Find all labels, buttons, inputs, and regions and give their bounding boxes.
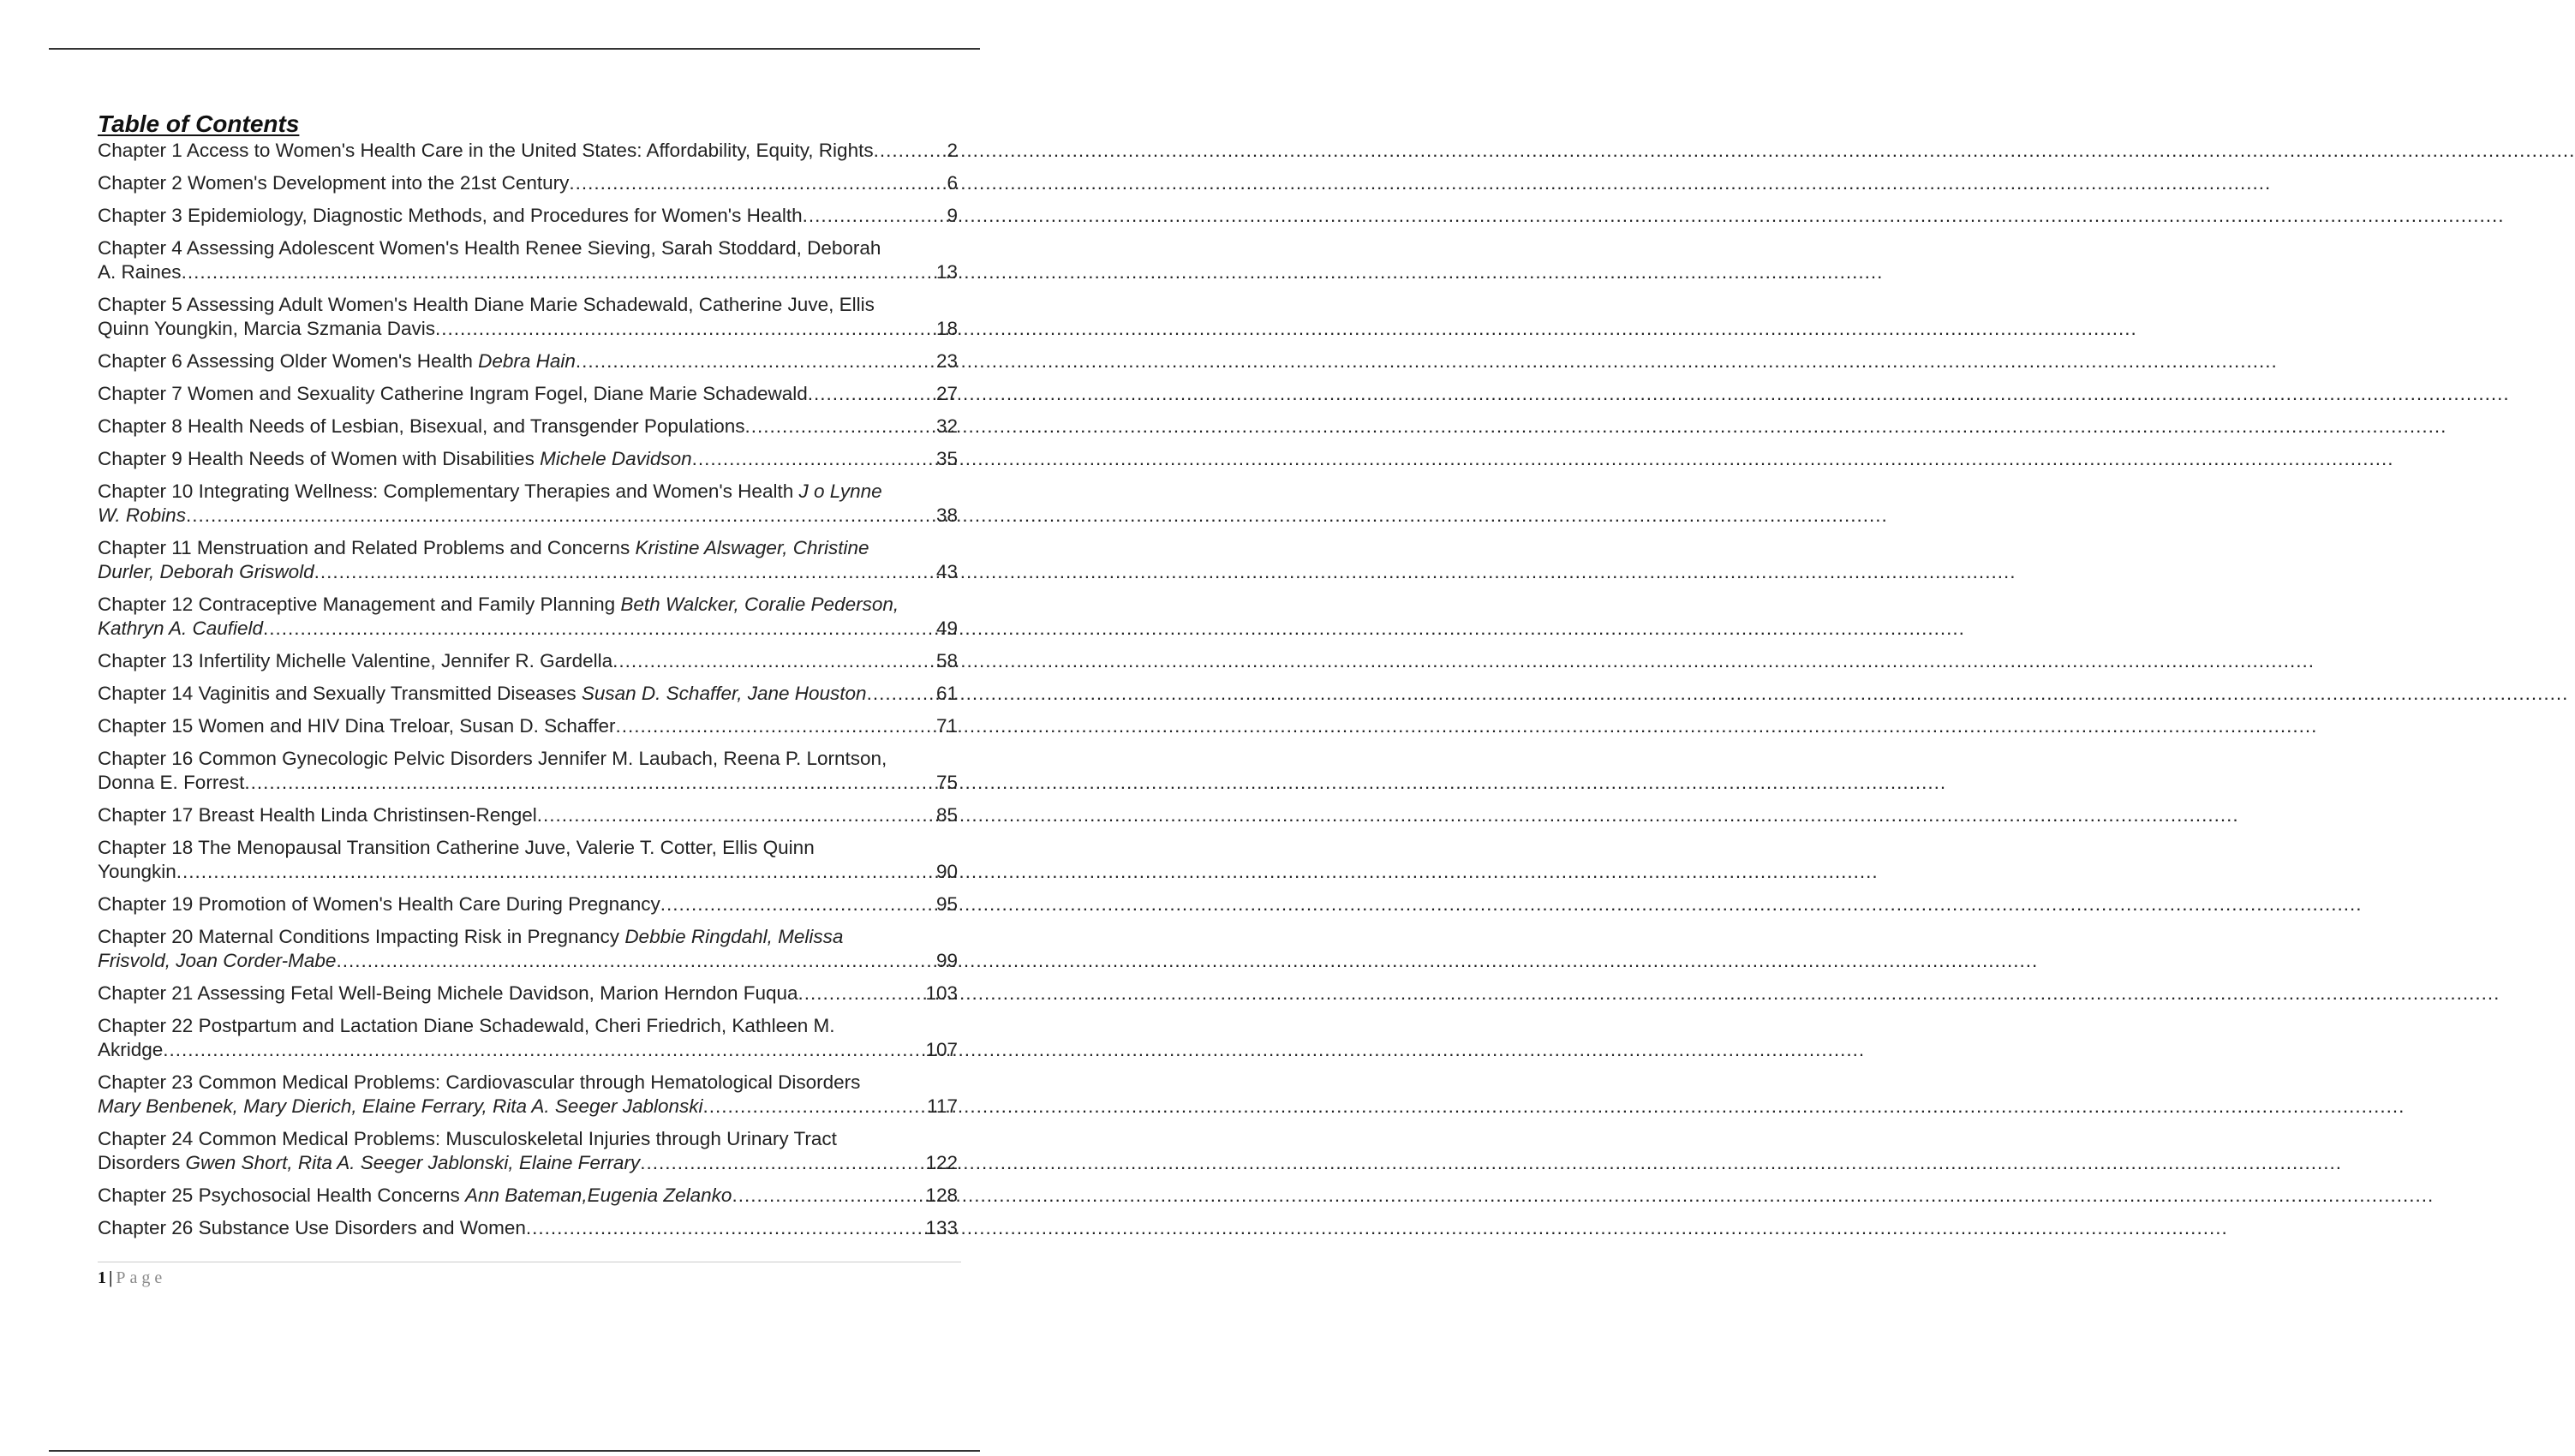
toc-entry-text: [98, 139, 874, 163]
chapter-authors: Beth Walcker, Coralie Pederson,: [620, 594, 899, 615]
dot-leader: [537, 803, 936, 827]
toc-page-number: 6: [947, 172, 958, 194]
toc-entry[interactable]: [98, 682, 958, 706]
toc-entry-last-line: [98, 139, 958, 163]
toc-entry-last-line: [98, 682, 958, 706]
toc-entry-line: [98, 1127, 958, 1151]
chapter-title: A. Raines: [98, 261, 182, 283]
toc-entry[interactable]: [98, 139, 958, 163]
chapter-title: Chapter 12 Contraceptive Management and Family Planning: [98, 594, 621, 615]
toc-page-number: 95: [935, 893, 958, 915]
toc-entry-line: [98, 1014, 958, 1038]
dot-leader: [808, 382, 936, 406]
chapter-title: Chapter 24 Common Medical Problems: Musculoskeletal Injuries through Urinary Tract: [98, 1128, 837, 1149]
page-footer: [98, 1268, 166, 1288]
chapter-authors: Debra Hain: [478, 350, 576, 372]
chapter-title: Chapter 11 Menstruation and Related Problems and Concerns: [98, 537, 636, 558]
toc-entry-last-line: [98, 204, 958, 228]
toc-entry[interactable]: [98, 593, 958, 641]
toc-entry-text: [98, 1216, 526, 1240]
toc-title: Table of Contents: [98, 110, 300, 137]
toc-entry-last-line: [98, 447, 958, 471]
toc-entry-line: [98, 593, 958, 617]
toc-entry-line: [98, 536, 958, 560]
chapter-authors: J o Lynne: [798, 480, 882, 502]
chapter-title: Chapter 22 Postpartum and Lactation Diane Schadewald, Cheri Friedrich, Kathleen M.: [98, 1015, 835, 1036]
chapter-authors: Durler, Deborah Griswold: [98, 561, 314, 582]
toc-entry[interactable]: [98, 480, 958, 528]
toc-entry-last-line: [98, 560, 958, 584]
dot-leader: [803, 204, 947, 228]
dot-leader: [336, 949, 936, 973]
chapter-title: Chapter 14 Vaginitis and Sexually Transmitted Diseases: [98, 683, 582, 704]
toc-entry-text: [98, 594, 899, 615]
toc-entry-text: [98, 860, 176, 884]
toc-entry-text: [98, 349, 576, 373]
chapter-title: Chapter 4 Assessing Adolescent Women's Health Renee Sieving, Sarah Stoddard, Deborah: [98, 237, 881, 259]
toc-page-number: 13: [935, 261, 958, 283]
toc-entry[interactable]: [98, 714, 958, 738]
toc-entry-line: [98, 747, 958, 771]
chapter-title: Chapter 19 Promotion of Women's Health Care During Pregnancy: [98, 893, 660, 915]
dot-leader: [435, 317, 936, 341]
chapter-authors: Gwen Short, Rita A. Seeger Jablonski, Elaine Ferrary: [185, 1152, 641, 1173]
toc-entry-last-line: [98, 649, 958, 673]
toc-page-number: 103: [925, 982, 958, 1004]
chapter-title: Chapter 5 Assessing Adult Women's Health Diane Marie Schadewald, Catherine Juve, Ellis: [98, 294, 875, 315]
toc-entry-text: [98, 294, 875, 315]
toc-entry[interactable]: [98, 1071, 958, 1119]
toc-entry-text: [98, 1128, 837, 1149]
chapter-title: Quinn Youngkin, Marcia Szmania Davis: [98, 318, 435, 339]
toc-entry-text: [98, 237, 881, 259]
footer-bottom-rule: [49, 1450, 980, 1452]
toc-entry-last-line: [98, 949, 958, 973]
chapter-title: Chapter 23 Common Medical Problems: Cardiovascular through Hematological Disorders: [98, 1071, 861, 1093]
toc-page-number: 43: [935, 561, 958, 582]
toc-entry-last-line: [98, 317, 958, 341]
chapter-title: Chapter 13 Infertility Michelle Valentine, Jennifer R. Gardella: [98, 650, 613, 671]
toc-entry[interactable]: [98, 382, 958, 406]
toc-entry[interactable]: [98, 171, 958, 195]
dot-leader: [182, 260, 936, 284]
dot-leader: [176, 860, 936, 884]
toc-entry[interactable]: [98, 892, 958, 916]
dot-leader: [576, 349, 936, 373]
chapter-title: Donna E. Forrest: [98, 772, 245, 793]
chapter-authors: Debbie Ringdahl, Melissa: [624, 926, 844, 947]
toc-page-number: 122: [925, 1152, 958, 1173]
chapter-title: Akridge: [98, 1039, 164, 1060]
chapter-title: Chapter 20 Maternal Conditions Impacting Risk in Pregnancy: [98, 926, 625, 947]
footer-separator: |: [109, 1268, 113, 1287]
dot-leader: [612, 649, 936, 673]
chapter-authors: Frisvold, Joan Corder-Mabe: [98, 950, 337, 971]
toc-entry[interactable]: [98, 536, 958, 584]
dot-leader: [692, 447, 936, 471]
toc-page-number: 58: [935, 650, 958, 671]
chapter-authors: Kathryn A. Caufield: [98, 618, 264, 639]
toc-entry-text: [98, 1015, 834, 1036]
toc-entry-line: [98, 1071, 958, 1095]
toc-entry-text: [98, 560, 314, 584]
dot-leader: [874, 139, 947, 163]
toc-entry-text: [98, 748, 887, 769]
toc-entry-last-line: [98, 382, 958, 406]
toc-entry-last-line: [98, 803, 958, 827]
dot-leader: [244, 771, 936, 795]
toc-entry[interactable]: [98, 982, 958, 1005]
toc-entry-last-line: [98, 1151, 958, 1175]
toc-page-number: 27: [935, 383, 958, 404]
toc-entry[interactable]: [98, 1184, 958, 1208]
dot-leader: [314, 560, 936, 584]
chapter-title: Chapter 26 Substance Use Disorders and Women: [98, 1217, 526, 1238]
toc-entry-last-line: [98, 982, 958, 1005]
toc-entry-text: [98, 714, 616, 738]
toc-entry-line: [98, 480, 958, 504]
toc-entry-text: [98, 837, 815, 858]
toc-page-number: 117: [927, 1095, 958, 1117]
toc-entry[interactable]: [98, 204, 958, 228]
dot-leader: [732, 1184, 925, 1208]
dot-leader: [703, 1095, 928, 1119]
dot-leader: [867, 682, 936, 706]
toc-entry-text: [98, 1071, 860, 1093]
toc-entry-last-line: [98, 1184, 958, 1208]
chapter-title: Chapter 2 Women's Development into the 21st Century: [98, 172, 570, 194]
toc-page-number: 107: [925, 1039, 958, 1060]
toc-entry-text: [98, 771, 244, 795]
toc-page-number: 9: [947, 205, 958, 226]
toc-entry[interactable]: [98, 415, 958, 439]
dot-leader: [186, 504, 936, 528]
table-of-contents: [98, 110, 958, 1249]
chapter-title: Chapter 7 Women and Sexuality Catherine Ingram Fogel, Diane Marie Schadewald: [98, 383, 808, 404]
toc-entry-line: [98, 236, 958, 260]
chapter-title: Chapter 15 Women and HIV Dina Treloar, Susan D. Schaffer: [98, 715, 616, 737]
toc-entry-last-line: [98, 171, 958, 195]
toc-entry-line: [98, 925, 958, 949]
chapter-title: Chapter 16 Common Gynecologic Pelvic Disorders Jennifer M. Laubach, Reena P. Lorntson,: [98, 748, 887, 769]
toc-entry-text: [98, 260, 182, 284]
toc-entry-last-line: [98, 504, 958, 528]
toc-entry[interactable]: [98, 349, 958, 373]
toc-entry-text: [98, 892, 660, 916]
toc-page-number: 99: [935, 950, 958, 971]
chapter-authors: Susan D. Schaffer, Jane Houston: [581, 683, 867, 704]
chapter-authors: Michele Davidson: [540, 448, 692, 469]
toc-entry-line: [98, 836, 958, 860]
toc-entry-last-line: [98, 771, 958, 795]
chapter-title: Chapter 17 Breast Health Linda Christinsen-Rengel: [98, 804, 537, 826]
chapter-title: Chapter 21 Assessing Fetal Well-Being Michele Davidson, Marion Herndon Fuqua: [98, 982, 798, 1004]
toc-entry[interactable]: [98, 649, 958, 673]
dot-leader: [569, 171, 947, 195]
toc-entry-text: [98, 480, 882, 502]
toc-entry-text: [98, 617, 263, 641]
toc-entry-line: [98, 293, 958, 317]
toc-entry[interactable]: [98, 1127, 958, 1175]
toc-entry-text: [98, 803, 537, 827]
toc-entry[interactable]: [98, 1014, 958, 1062]
toc-entry[interactable]: [98, 747, 958, 795]
toc-entry[interactable]: [98, 925, 958, 973]
toc-entry-text: [98, 1151, 640, 1175]
chapter-title: Youngkin: [98, 861, 176, 882]
chapter-title: Chapter 10 Integrating Wellness: Complementary Therapies and Women's Health: [98, 480, 799, 502]
chapter-authors: Kristine Alswager, Christine: [635, 537, 869, 558]
toc-page-number: 18: [935, 318, 958, 339]
toc-entry-text: [98, 949, 336, 973]
chapter-title: Chapter 1 Access to Women's Health Care in the United States: Affordability, Equity, Rights: [98, 140, 874, 161]
toc-page-number: 23: [935, 350, 958, 372]
toc-entry-last-line: [98, 415, 958, 439]
chapter-title: Chapter 25 Psychosocial Health Concerns: [98, 1184, 465, 1206]
toc-entry[interactable]: [98, 293, 958, 341]
chapter-title: Disorders: [98, 1152, 186, 1173]
chapter-title: Chapter 3 Epidemiology, Diagnostic Methods, and Procedures for Women's Health: [98, 205, 803, 226]
dot-leader: [616, 714, 936, 738]
toc-entry[interactable]: [98, 236, 958, 284]
dot-leader: [798, 982, 926, 1005]
toc-page-number: 128: [925, 1184, 958, 1206]
toc-entry-last-line: [98, 617, 958, 641]
toc-page-number: 71: [935, 715, 958, 737]
toc-list: [98, 139, 958, 1240]
dot-leader: [163, 1038, 925, 1062]
toc-entry-text: [98, 317, 435, 341]
toc-page-number: 75: [935, 772, 958, 793]
toc-entry-last-line: [98, 1038, 958, 1062]
toc-page-number: 90: [935, 861, 958, 882]
toc-entry[interactable]: [98, 803, 958, 827]
toc-page-number: 133: [925, 1217, 958, 1238]
toc-entry-text: [98, 537, 869, 558]
toc-entry[interactable]: [98, 836, 958, 884]
footer-page-number: 1: [98, 1268, 106, 1287]
toc-entry-text: [98, 504, 186, 528]
chapter-title: Chapter 18 The Menopausal Transition Catherine Juve, Valerie T. Cotter, Ellis Quinn: [98, 837, 815, 858]
chapter-authors: Mary Benbenek, Mary Dierich, Elaine Ferrary, Rita A. Seeger Jablonski: [98, 1095, 703, 1117]
toc-entry-text: [98, 447, 692, 471]
toc-entry-text: [98, 649, 612, 673]
chapter-title: Chapter 6 Assessing Older Women's Health: [98, 350, 479, 372]
toc-page-number: 61: [935, 683, 958, 704]
header-rule: [49, 48, 980, 50]
toc-entry-last-line: [98, 714, 958, 738]
toc-entry-text: [98, 171, 569, 195]
footer-page-label: Page: [116, 1268, 167, 1287]
dot-leader: [526, 1216, 926, 1240]
dot-leader: [263, 617, 936, 641]
dot-leader: [660, 892, 936, 916]
toc-entry-text: [98, 1038, 163, 1062]
toc-page-number: 38: [935, 504, 958, 526]
toc-entry-last-line: [98, 349, 958, 373]
toc-entry-last-line: [98, 892, 958, 916]
toc-page-number: 2: [947, 140, 958, 161]
dot-leader: [640, 1151, 925, 1175]
toc-entry-text: [98, 926, 843, 947]
toc-entry[interactable]: [98, 447, 958, 471]
toc-page-number: 32: [935, 415, 958, 437]
chapter-title: Chapter 9 Health Needs of Women with Disabilities: [98, 448, 541, 469]
dot-leader: [745, 415, 936, 439]
toc-entry-last-line: [98, 260, 958, 284]
toc-entry-text: [98, 682, 867, 706]
toc-entry-text: [98, 415, 745, 439]
toc-entry-text: [98, 982, 798, 1005]
toc-entry-last-line: [98, 1095, 958, 1119]
toc-entry-last-line: [98, 1216, 958, 1240]
toc-entry[interactable]: [98, 1216, 958, 1240]
toc-page-number: 85: [935, 804, 958, 826]
toc-page-number: 35: [935, 448, 958, 469]
toc-entry-text: [98, 1184, 732, 1208]
toc-entry-last-line: [98, 860, 958, 884]
toc-entry-text: [98, 1095, 703, 1119]
toc-entry-text: [98, 382, 808, 406]
chapter-authors: W. Robins: [98, 504, 186, 526]
chapter-title: Chapter 8 Health Needs of Lesbian, Bisexual, and Transgender Populations: [98, 415, 745, 437]
toc-page-number: 49: [935, 618, 958, 639]
toc-entry-text: [98, 204, 803, 228]
chapter-authors: Ann Bateman,Eugenia Zelanko: [464, 1184, 732, 1206]
